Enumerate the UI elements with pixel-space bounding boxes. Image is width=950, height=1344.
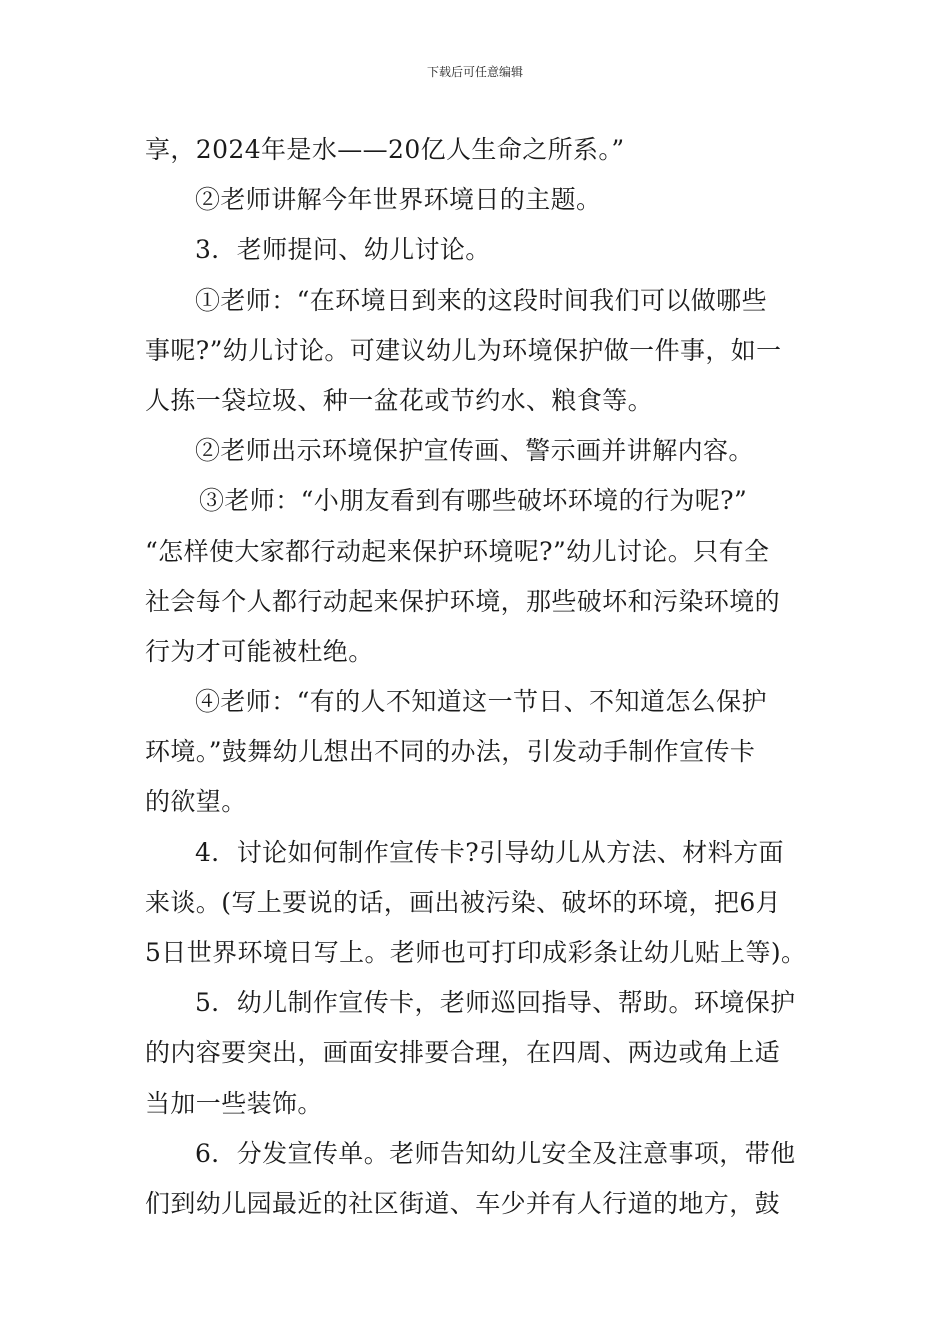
text-line: 们到幼儿园最近的社区街道、车少并有人行道的地方，鼓 <box>145 1188 781 1218</box>
text-line: 5．幼儿制作宣传卡，老师巡回指导、帮助。环境保护 <box>195 988 796 1018</box>
text-line: 当加一些装饰。 <box>145 1088 323 1118</box>
text-line: 4．讨论如何制作宣传卡?引导幼儿从方法、材料方面 <box>195 837 784 867</box>
document-body <box>145 125 810 1229</box>
text-line: 社会每个人都行动起来保护环境，那些破坏和污染环境的 <box>145 586 781 616</box>
text-line: 来谈。(写上要说的话，画出被污染、破坏的环境，把6月 <box>145 887 782 917</box>
text-line: 享，2024年是水——20亿人生命之所系。” <box>145 135 625 164</box>
text-line: 人拣一袋垃圾、种一盆花或节约水、粮食等。 <box>145 385 654 415</box>
text-line: 行为才可能被杜绝。 <box>145 636 374 666</box>
text-line: ④老师：“有的人不知道这一节日、不知道怎么保护 <box>195 687 767 717</box>
text-line: 3．老师提问、幼儿讨论。 <box>195 235 491 265</box>
text-line: 6．分发宣传单。老师告知幼儿安全及注意事项，带他 <box>195 1138 796 1168</box>
text-line: 5日世界环境日写上。老师也可打印成彩条让幼儿贴上等)。 <box>145 938 807 967</box>
text-line: 的内容要突出，画面安排要合理，在四周、两边或角上适 <box>145 1038 781 1068</box>
text-line: ②老师讲解今年世界环境日的主题。 <box>195 185 602 215</box>
text-line: “怎样使大家都行动起来保护环境呢?”幼儿讨论。只有全 <box>145 536 770 566</box>
text-line: 事呢?”幼儿讨论。可建议幼儿为环境保护做一件事，如一 <box>145 335 782 365</box>
text-line: ②老师出示环境保护宣传画、警示画并讲解内容。 <box>195 436 754 466</box>
text-line: 环境。”鼓舞幼儿想出不同的办法，引发动手制作宣传卡 <box>145 737 756 767</box>
text-line: ①老师：“在环境日到来的这段时间我们可以做哪些 <box>195 285 767 315</box>
text-line: ③老师：“小朋友看到有哪些破坏环境的行为呢?” <box>199 486 748 516</box>
text-line: 的欲望。 <box>145 787 247 817</box>
page-header-note: 下载后可任意编辑 <box>426 65 523 79</box>
